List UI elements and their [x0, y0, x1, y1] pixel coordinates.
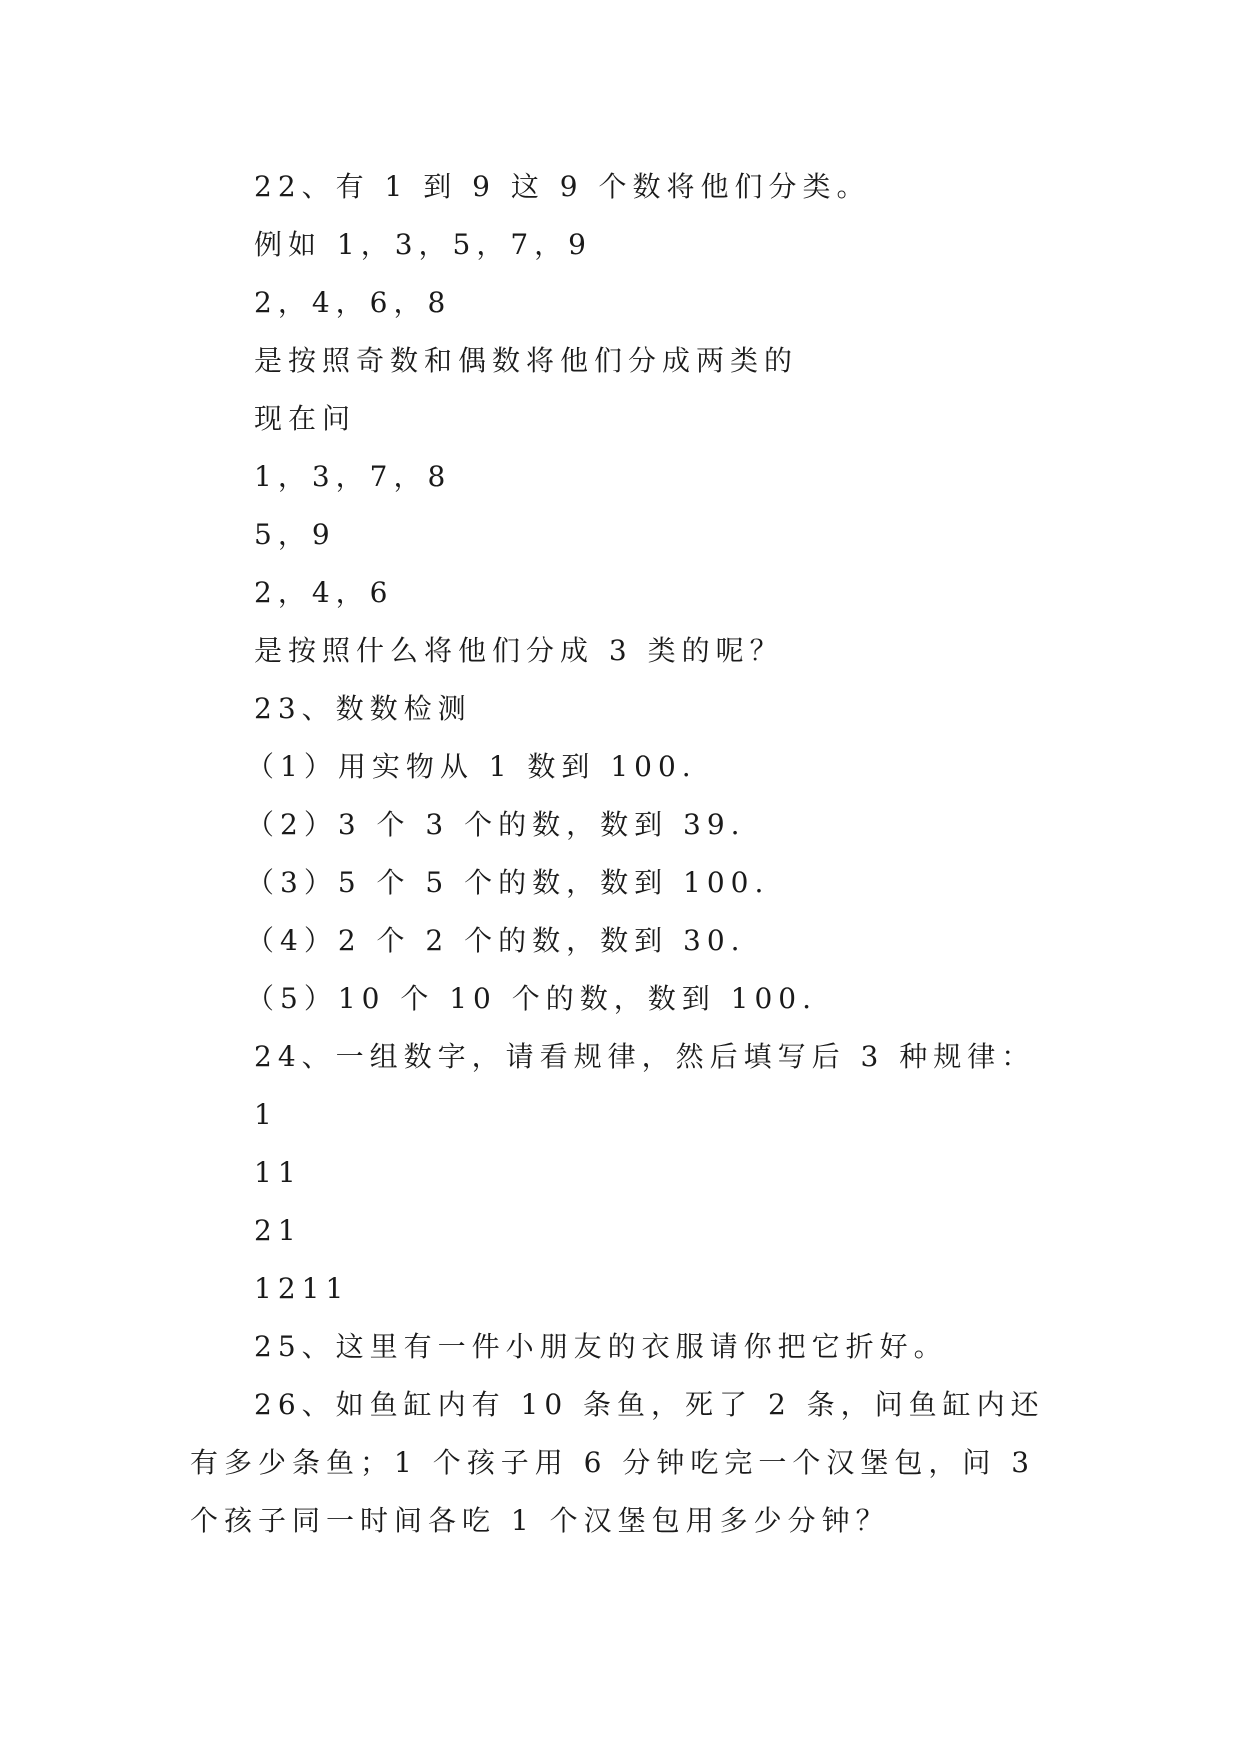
sequence-item-1: 1 [254, 1098, 278, 1131]
question-23-title: 23、数数检测 [254, 692, 472, 725]
example-explanation: 是按照奇数和偶数将他们分成两类的 [254, 344, 799, 377]
counting-item-5: （5）10 个 10 个的数，数到 100. [246, 982, 818, 1015]
question-22-title: 22、有 1 到 9 这 9 个数将他们分类。 [254, 170, 871, 203]
question-25: 25、这里有一件小朋友的衣服请你把它折好。 [254, 1330, 948, 1363]
counting-item-2: （2）3 个 3 个的数，数到 39. [246, 808, 746, 841]
sequence-item-4: 1211 [254, 1272, 350, 1305]
counting-item-1: （1）用实物从 1 数到 100. [246, 750, 697, 783]
counting-item-3: （3）5 个 5 个的数，数到 100. [246, 866, 770, 899]
question-24-title: 24、一组数字，请看规律，然后填写后 3 种规律： [254, 1040, 1036, 1073]
group-3: 2，4，6 [254, 576, 394, 609]
document-body [190, 158, 1060, 1550]
sequence-item-2: 11 [254, 1156, 302, 1189]
sequence-item-3: 21 [254, 1214, 302, 1247]
group-2: 5，9 [254, 518, 336, 551]
example-even-numbers: 2，4，6，8 [254, 286, 452, 319]
question-22-ask: 是按照什么将他们分成 3 类的呢？ [254, 634, 784, 667]
example-odd-numbers: 例如 1，3，5，7，9 [254, 228, 592, 261]
question-26: 26、如鱼缸内有 10 条鱼，死了 2 条，问鱼缸内还有多少条鱼；1 个孩子用 6 分钟吃完一个汉堡包，问 3 个孩子同一时间各吃 1 个汉堡包用多少分钟？ [190, 1388, 1045, 1537]
group-1: 1，3，7，8 [254, 460, 452, 493]
counting-item-4: （4）2 个 2 个的数，数到 30. [246, 924, 746, 957]
question-prompt: 现在问 [254, 402, 357, 435]
